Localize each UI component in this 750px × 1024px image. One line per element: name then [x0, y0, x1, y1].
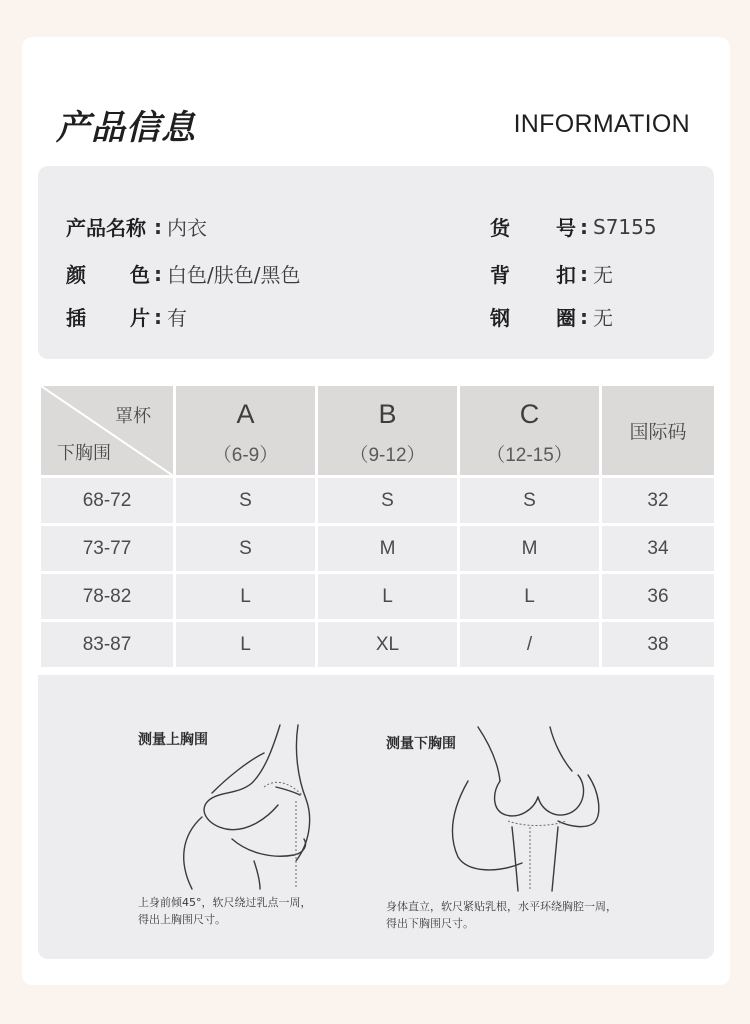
- underbust-cell: 83-87: [40, 621, 175, 669]
- info-colon: :: [154, 261, 162, 286]
- info-label: 货 号: [490, 216, 576, 240]
- info-value: S7155: [593, 214, 657, 239]
- page-title: 产品信息: [56, 108, 196, 148]
- size-cell: S: [175, 477, 317, 525]
- cup-header-c: [459, 385, 601, 477]
- cup-axis-label: 罩杯: [115, 406, 151, 427]
- size-cell: L: [175, 573, 317, 621]
- info-colon: :: [580, 214, 588, 239]
- info-sku: [490, 212, 657, 241]
- info-colon: :: [580, 304, 588, 329]
- info-color: [66, 259, 300, 288]
- info-product-name: [66, 212, 207, 241]
- info-colon: :: [580, 261, 588, 286]
- lower-bust-title: 测量下胸围: [386, 736, 456, 752]
- info-back-clasp: [490, 259, 613, 288]
- size-cell: L: [175, 621, 317, 669]
- info-value: 无: [593, 306, 613, 330]
- info-colon: :: [154, 304, 162, 329]
- info-underwire: [490, 302, 613, 331]
- upper-bust-figure-illustration: [168, 721, 328, 891]
- cup-range: （6-9）: [212, 444, 279, 466]
- info-colon: :: [154, 214, 162, 239]
- info-value: 无: [593, 263, 613, 287]
- info-insert: [66, 302, 187, 331]
- info-value: 白色/肤色/黑色: [167, 263, 301, 287]
- page-title-en: INFORMATION: [513, 110, 690, 138]
- size-cell: S: [459, 477, 601, 525]
- size-cell: /: [459, 621, 601, 669]
- table-row: [40, 573, 716, 621]
- size-cell: M: [459, 525, 601, 573]
- upper-bust-title: 测量上胸围: [138, 732, 208, 748]
- size-cell: S: [175, 525, 317, 573]
- lower-bust-figure-illustration: [438, 723, 608, 893]
- intl-size-cell: 36: [601, 573, 716, 621]
- intl-size-cell: 32: [601, 477, 716, 525]
- info-label: 钢 圈: [490, 306, 576, 330]
- info-label: 插 片: [66, 306, 150, 330]
- info-label: 颜 色: [66, 263, 150, 287]
- table-row: [40, 477, 716, 525]
- cup-header-a: [175, 385, 317, 477]
- upper-bust-description: 上身前倾45°，软尺绕过乳点一周， 得出上胸围尺寸。: [138, 896, 312, 926]
- measurement-guide: [38, 675, 714, 959]
- underbust-cell: 73-77: [40, 525, 175, 573]
- intl-size-header: 国际码: [601, 385, 716, 477]
- size-cell: S: [317, 477, 459, 525]
- underbust-cell: 78-82: [40, 573, 175, 621]
- cup-header-b: [317, 385, 459, 477]
- underbust-axis-label: 下胸围: [57, 443, 111, 464]
- size-cell: L: [317, 573, 459, 621]
- corner-header-cell: [40, 385, 175, 477]
- underbust-cell: 68-72: [40, 477, 175, 525]
- size-cell: L: [459, 573, 601, 621]
- table-row: [40, 621, 716, 669]
- size-cell: XL: [317, 621, 459, 669]
- info-value: 有: [167, 306, 187, 330]
- info-label: 产品名称: [66, 216, 146, 240]
- table-row: [40, 525, 716, 573]
- info-label: 背 扣: [490, 263, 576, 287]
- cup-letter: C: [519, 398, 540, 429]
- size-cell: M: [317, 525, 459, 573]
- intl-size-cell: 34: [601, 525, 716, 573]
- cup-range: （9-12）: [349, 444, 426, 466]
- size-chart-table: [38, 383, 717, 670]
- cup-letter: A: [236, 398, 255, 429]
- info-value: 内衣: [167, 216, 207, 240]
- product-info-panel: [38, 166, 714, 359]
- cup-range: （12-15）: [486, 444, 573, 466]
- intl-size-cell: 38: [601, 621, 716, 669]
- lower-bust-description: 身体直立，软尺紧贴乳根，水平环绕胸腔一周， 得出下胸围尺寸。: [386, 900, 617, 930]
- cup-letter: B: [378, 398, 397, 429]
- size-header-row: [40, 385, 716, 477]
